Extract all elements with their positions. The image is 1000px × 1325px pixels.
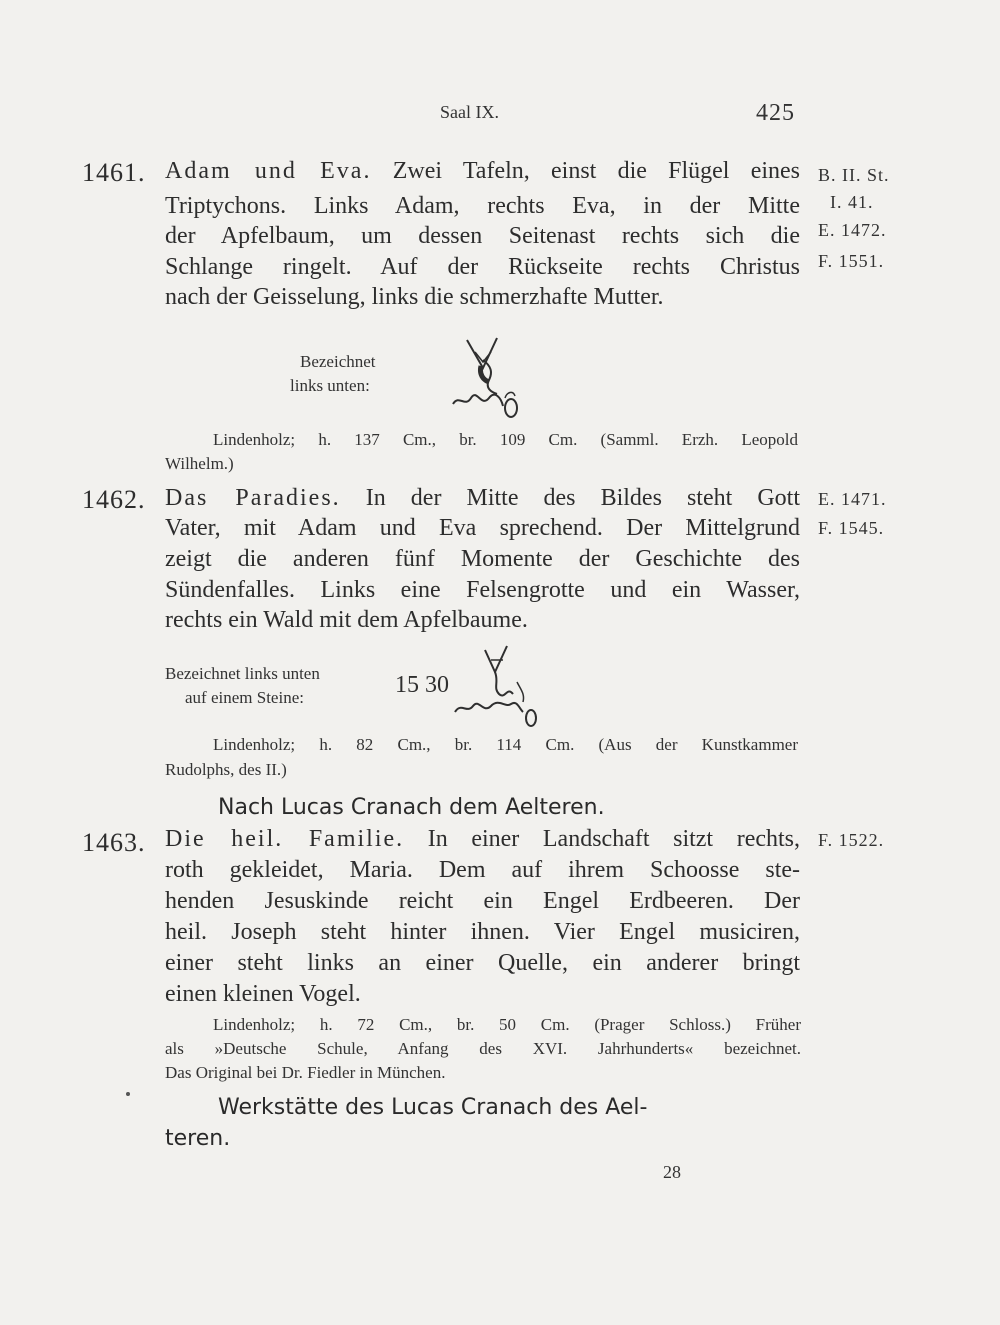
catalog-ref: E. 1471. bbox=[818, 489, 887, 509]
catalog-ref: I. 41. bbox=[830, 192, 874, 212]
entry-line: einer steht links an einer Quelle, ein anderer bringt bbox=[165, 950, 800, 976]
signature-label: Bezeichnet bbox=[300, 352, 376, 371]
entry-line: rechts ein Wald mit dem Apfelbaume. bbox=[165, 607, 528, 633]
entry-line: einen kleinen Vogel. bbox=[165, 981, 361, 1007]
entry-line: Schlange ringelt. Auf der Rückseite rechts Christus bbox=[165, 254, 800, 280]
page-number: 425 bbox=[756, 100, 795, 126]
dated-serpent-signature bbox=[395, 642, 595, 732]
catalog-ref: E. 1472. bbox=[818, 220, 887, 240]
entry-number: 1463. bbox=[82, 828, 146, 857]
entry-meta: als »Deutsche Schule, Anfang des XVI. Jahrhunderts« bezeichnet. bbox=[165, 1039, 801, 1058]
signature-label: Bezeichnet links unten bbox=[165, 664, 320, 683]
section-heading: Werkstätte des Lucas Cranach des Ael- bbox=[218, 1095, 648, 1120]
catalog-ref: B. II. St. bbox=[818, 165, 890, 185]
entry-text: Zwei Tafeln, einst die Flügel eines bbox=[392, 158, 801, 184]
section-heading: teren. bbox=[165, 1126, 231, 1151]
entry-meta: Das Original bei Dr. Fiedler in München. bbox=[165, 1063, 446, 1082]
entry-title: Das Paradies. bbox=[165, 485, 341, 511]
entry-line: henden Jesuskinde reicht ein Engel Erdbeeren. Der bbox=[165, 888, 800, 914]
entry-line bbox=[165, 158, 800, 185]
catalog-ref: F. 1551. bbox=[818, 251, 885, 271]
signature-label: links unten: bbox=[290, 376, 370, 395]
cranach-serpent-signature bbox=[445, 332, 525, 422]
running-header-title: Saal IX. bbox=[440, 102, 499, 122]
section-heading: Nach Lucas Cranach dem Aelteren. bbox=[218, 795, 605, 820]
entry-line bbox=[165, 826, 800, 853]
entry-line: nach der Geisselung, links die schmerzhafte Mutter. bbox=[165, 284, 664, 310]
entry-meta: Rudolphs, des II.) bbox=[165, 760, 287, 779]
entry-line: Triptychons. Links Adam, rechts Eva, in der Mitte bbox=[165, 193, 800, 219]
entry-line: der Apfelbaum, um dessen Seitenast rechts sich die bbox=[165, 223, 800, 249]
catalog-ref: F. 1545. bbox=[818, 518, 885, 538]
entry-text: In einer Landschaft sitzt rechts, bbox=[427, 826, 800, 852]
entry-line: heil. Joseph steht hinter ihnen. Vier Engel musiciren, bbox=[165, 919, 800, 945]
entry-meta: Lindenholz; h. 137 Cm., br. 109 Cm. (Samml. Erzh. Leopold bbox=[213, 430, 798, 449]
catalog-ref: F. 1522. bbox=[818, 830, 885, 850]
entry-meta: Lindenholz; h. 82 Cm., br. 114 Cm. (Aus der Kunstkammer bbox=[213, 735, 798, 754]
entry-title: Die heil. Familie. bbox=[165, 826, 405, 852]
entry-line: Sündenfalles. Links eine Felsengrotte und ein Wasser, bbox=[165, 577, 800, 603]
entry-line: Vater, mit Adam und Eva sprechend. Der Mittelgrund bbox=[165, 515, 800, 541]
entry-number: 1462. bbox=[82, 485, 146, 514]
margin-dot bbox=[126, 1092, 130, 1096]
signature-mark: 28 bbox=[663, 1162, 681, 1182]
entry-text: In der Mitte des Bildes steht Gott bbox=[365, 485, 800, 511]
entry-title: Adam und Eva. bbox=[165, 158, 372, 184]
entry-number: 1461. bbox=[82, 158, 146, 187]
entry-meta: Lindenholz; h. 72 Cm., br. 50 Cm. (Prager Schloss.) Früher bbox=[213, 1015, 801, 1034]
signature-date-text: 15 30 bbox=[395, 672, 449, 698]
entry-line: zeigt die anderen fünf Momente der Geschichte des bbox=[165, 546, 800, 572]
entry-meta: Wilhelm.) bbox=[165, 454, 234, 473]
signature-label: auf einem Steine: bbox=[185, 688, 304, 707]
entry-line bbox=[165, 485, 800, 512]
entry-line: roth gekleidet, Maria. Dem auf ihrem Schoosse ste- bbox=[165, 857, 800, 883]
